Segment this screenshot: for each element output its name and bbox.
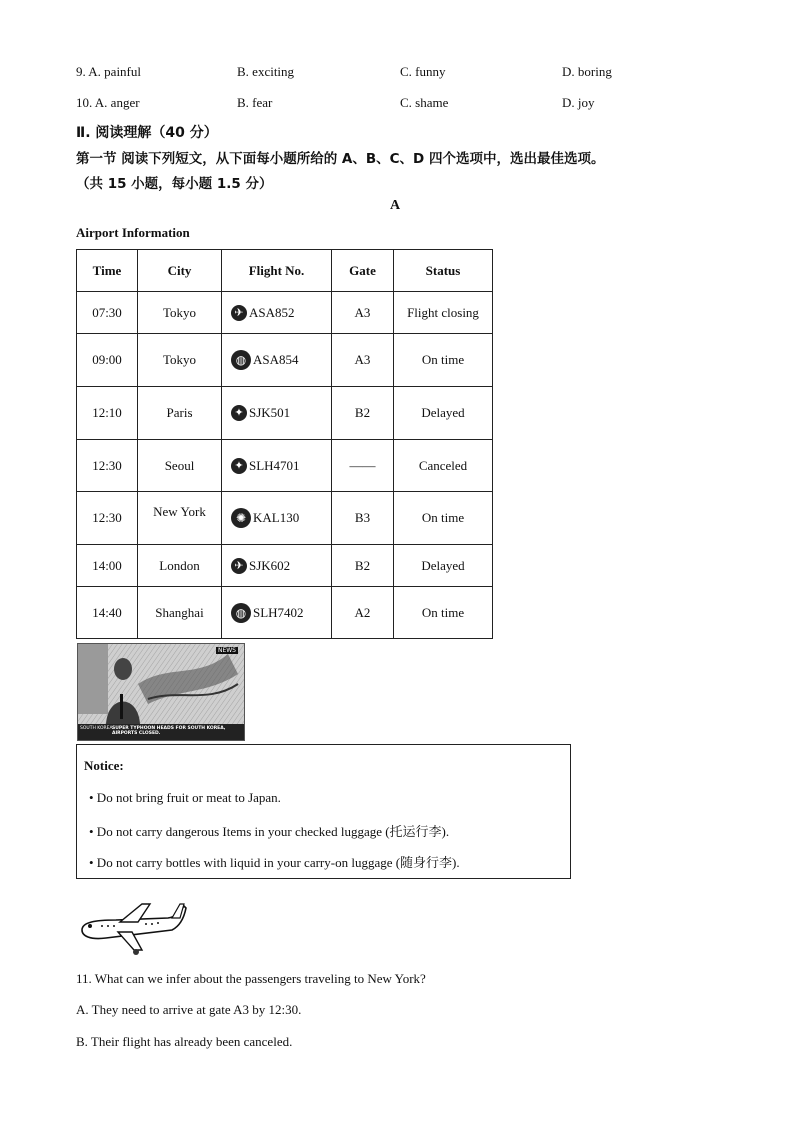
flight-number: ASA854	[253, 352, 299, 367]
notice-item: • Do not carry bottles with liquid in your carry-on luggage (随身行李).	[89, 855, 460, 870]
news-ticker-text: SUPER TYPHOON HEADS FOR SOUTH KOREA, AIRPORTS CLOSED.	[112, 726, 226, 736]
q11-stem: 11. What can we infer about the passengers traveling to New York?	[76, 971, 426, 986]
cell-status: On time	[394, 492, 493, 545]
cell-time: 12:30	[77, 440, 138, 492]
header-city: City	[138, 250, 222, 292]
table-header-row	[77, 250, 493, 292]
bird-logo-icon: ✦	[231, 458, 247, 474]
table-row	[77, 545, 493, 587]
section-instruction: 第一节 阅读下列短文，从下面每小题所给的 A、B、C、D 四个选项中，选出最佳选项。	[76, 151, 605, 167]
table-row	[77, 387, 493, 440]
swirl-logo-icon: ✺	[231, 508, 251, 528]
cell-gate: B3	[332, 492, 394, 545]
table-title: Airport Information	[76, 225, 190, 240]
notice-item: • Do not bring fruit or meat to Japan.	[89, 790, 281, 805]
table-row	[77, 334, 493, 387]
plane-logo-icon: ✈	[231, 558, 247, 574]
passage-label: A	[390, 198, 401, 213]
flight-number: SLH4701	[249, 457, 300, 473]
notice-box	[76, 744, 571, 879]
cell-city: Paris	[138, 387, 222, 440]
flight-number: ASA852	[249, 304, 295, 320]
flight-number: SLH7402	[253, 604, 304, 620]
typhoon-news-image	[77, 643, 245, 741]
cell-flight	[222, 334, 332, 387]
cell-gate: A3	[332, 292, 394, 334]
table-row	[77, 440, 493, 492]
cell-time: 07:30	[77, 292, 138, 334]
cell-flight	[222, 587, 332, 639]
airplane-illustration-icon	[76, 898, 188, 956]
cell-status: On time	[394, 587, 493, 639]
cell-time: 12:30	[77, 492, 138, 545]
table-row	[77, 492, 493, 545]
cell-flight	[222, 440, 332, 492]
cell-time: 14:40	[77, 587, 138, 639]
cell-flight	[222, 292, 332, 334]
table-row	[77, 292, 493, 334]
cell-city: Tokyo	[138, 334, 222, 387]
cell-time: 14:00	[77, 545, 138, 587]
news-badge: NEWS	[217, 647, 236, 654]
cell-gate: A3	[332, 334, 394, 387]
q10-option-d: D. joy	[562, 95, 595, 110]
q9-option-a: 9. A. painful	[76, 64, 141, 79]
header-flight-no: Flight No.	[222, 250, 332, 292]
notice-title: Notice:	[84, 758, 124, 773]
q9-option-c: C. funny	[400, 64, 446, 79]
flight-number: SJK501	[249, 405, 291, 420]
plane-logo-icon: ✈	[231, 305, 247, 321]
cell-status: Delayed	[394, 387, 493, 440]
header-time: Time	[77, 250, 138, 292]
cell-gate: ——	[332, 440, 394, 492]
cell-time: 12:10	[77, 387, 138, 440]
cell-status: Flight closing	[394, 292, 493, 334]
header-status: Status	[394, 250, 493, 292]
airport-info-table	[76, 249, 493, 639]
cell-status: Delayed	[394, 545, 493, 587]
q9-option-b: B. exciting	[237, 64, 295, 79]
section-title: Ⅱ. 阅读理解（40 分）	[76, 125, 218, 141]
q11-option-a: A. They need to arrive at gate A3 by 12:30.	[76, 1002, 302, 1017]
q10-option-a: 10. A. anger	[76, 95, 140, 110]
q10-option-c: C. shame	[400, 95, 449, 110]
cell-gate: A2	[332, 587, 394, 639]
cell-flight	[222, 492, 332, 545]
cell-city: Shanghai	[138, 587, 222, 639]
cell-status: On time	[394, 334, 493, 387]
cell-gate: B2	[332, 545, 394, 587]
news-ticker-left: SOUTH KOREA	[80, 726, 113, 731]
cell-city: Seoul	[138, 440, 222, 492]
globe-logo-icon: ◍	[231, 603, 251, 623]
section-points: （共 15 小题，每小题 1.5 分）	[76, 176, 273, 192]
header-gate: Gate	[332, 250, 394, 292]
cell-flight	[222, 387, 332, 440]
flight-number: KAL130	[253, 510, 300, 525]
cell-city: London	[138, 545, 222, 587]
bird-logo-icon: ✦	[231, 405, 247, 421]
flight-number: SJK602	[249, 557, 291, 573]
cell-city: Tokyo	[138, 292, 222, 334]
q11-option-b: B. Their flight has already been canceled.	[76, 1034, 293, 1049]
cell-city: New York	[138, 492, 222, 545]
cell-gate: B2	[332, 387, 394, 440]
table-row	[77, 587, 493, 639]
notice-item: • Do not carry dangerous Items in your checked luggage (托运行李).	[89, 824, 450, 839]
q10-option-b: B. fear	[237, 95, 273, 110]
cell-flight	[222, 545, 332, 587]
globe-logo-icon: ◍	[231, 350, 251, 370]
cell-status: Canceled	[394, 440, 493, 492]
q9-option-d: D. boring	[562, 64, 612, 79]
cell-time: 09:00	[77, 334, 138, 387]
